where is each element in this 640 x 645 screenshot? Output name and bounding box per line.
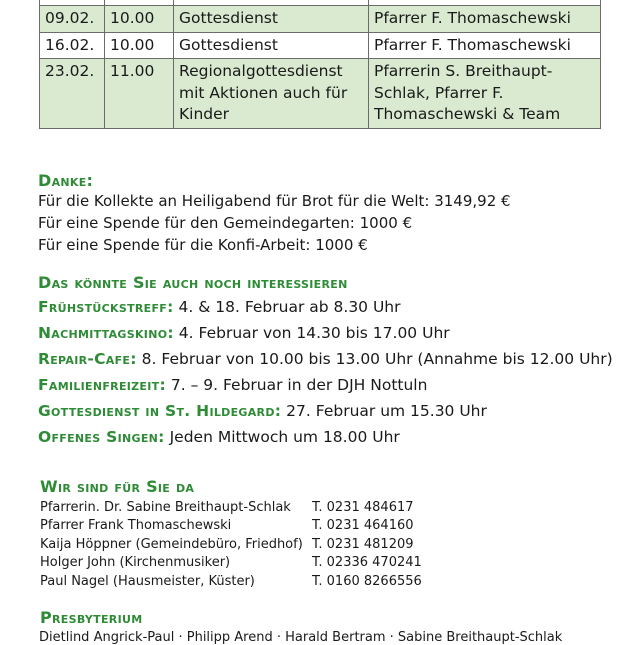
contact-row xyxy=(40,554,422,572)
interest-label: Frühstückstreff: xyxy=(38,298,174,316)
contact-phone: T. 0231 481209 xyxy=(312,536,414,552)
contact-name: Paul Nagel (Hausmeister, Küster) xyxy=(40,573,255,589)
interest-label: Repair-Cafe: xyxy=(38,350,137,368)
interest-text: Jeden Mittwoch um 18.00 Uhr xyxy=(164,428,400,446)
schedule-event: Gottesdienst xyxy=(174,6,369,33)
schedule-event: Gottesdienst xyxy=(174,32,369,59)
interest-text: 4. Februar von 14.30 bis 17.00 Uhr xyxy=(173,324,450,342)
danke-line: Für eine Spende für die Konfi-Arbeit: 1000 € xyxy=(38,236,368,254)
contact-phone: T. 0160 8266556 xyxy=(312,573,422,589)
interest-item xyxy=(38,320,613,346)
interest-item xyxy=(38,372,613,398)
schedule-event: Regionalgottesdienst mit Aktionen auch für Kinder xyxy=(174,59,369,129)
danke-section xyxy=(38,171,511,256)
interest-item xyxy=(38,398,613,424)
interest-text: 7. – 9. Februar in der DJH Nottuln xyxy=(165,376,428,394)
schedule-row xyxy=(40,32,601,59)
schedule-person: Pfarrer F. Thomaschewski xyxy=(369,32,601,59)
interest-label: Gottesdienst in St. Hildegard: xyxy=(38,402,282,420)
interest-item xyxy=(38,424,613,450)
interest-text: 8. Februar von 10.00 bis 13.00 Uhr (Annahme bis 12.00 Uhr) xyxy=(136,350,613,368)
contact-row xyxy=(40,499,422,517)
schedule-time: 10.00 xyxy=(105,6,174,33)
schedule-time: 10.00 xyxy=(105,32,174,59)
schedule-person: Pfarrerin S. Breithaupt-Schlak, Pfarrer F. Thomaschewski & Team xyxy=(369,59,601,129)
schedule-time: 11.00 xyxy=(105,59,174,129)
contact-name: Pfarrerin. Dr. Sabine Breithaupt-Schlak xyxy=(40,500,291,515)
contact-name: Pfarrer Frank Thomaschewski xyxy=(40,518,232,534)
presbyterium-heading: Presbyterium xyxy=(40,608,143,627)
schedule-row xyxy=(40,6,601,33)
contact-phone: T. 0231 464160 xyxy=(312,518,414,534)
contact-row xyxy=(40,517,422,535)
schedule-date: 23.02. xyxy=(40,59,105,129)
contact-name: Holger John (Kirchenmusiker) xyxy=(40,555,231,571)
schedule-table xyxy=(39,0,601,129)
danke-line: Für eine Spende für den Gemeindegarten: 1000 € xyxy=(38,214,413,232)
interest-label: Nachmittagskino: xyxy=(38,324,174,342)
contacts-list xyxy=(40,499,422,591)
interest-label: Offenes Singen: xyxy=(38,428,165,446)
interest-item xyxy=(38,294,613,320)
contact-phone: T. 0231 484617 xyxy=(312,500,414,515)
interest-item xyxy=(38,346,613,372)
schedule-date: 09.02. xyxy=(40,6,105,33)
interest-section xyxy=(38,273,613,450)
schedule-date: 16.02. xyxy=(40,32,105,59)
schedule-row xyxy=(40,59,601,129)
contact-row xyxy=(40,536,422,554)
interest-text: 4. & 18. Februar ab 8.30 Uhr xyxy=(173,298,401,316)
contact-name: Kaija Höppner (Gemeindebüro, Friedhof) xyxy=(40,536,303,552)
danke-heading: Danke: xyxy=(38,171,94,190)
contact-phone: T. 02336 470241 xyxy=(312,555,422,571)
danke-line: Für die Kollekte an Heiligabend für Brot für die Welt: 3149,92 € xyxy=(38,192,511,210)
contact-row xyxy=(40,573,422,591)
interest-label: Familienfreizeit: xyxy=(38,376,166,394)
contacts-heading: Wir sind für Sie da xyxy=(40,477,195,496)
presbyterium-members: Dietlind Angrick-Paul · Philipp Arend · Harald Bertram · Sabine Breithaupt-Schlak xyxy=(39,630,563,645)
schedule-person: Pfarrer F. Thomaschewski xyxy=(369,6,601,33)
interest-text: 27. Februar um 15.30 Uhr xyxy=(281,402,487,420)
interest-heading: Das könnte Sie auch noch interessieren xyxy=(38,273,348,292)
